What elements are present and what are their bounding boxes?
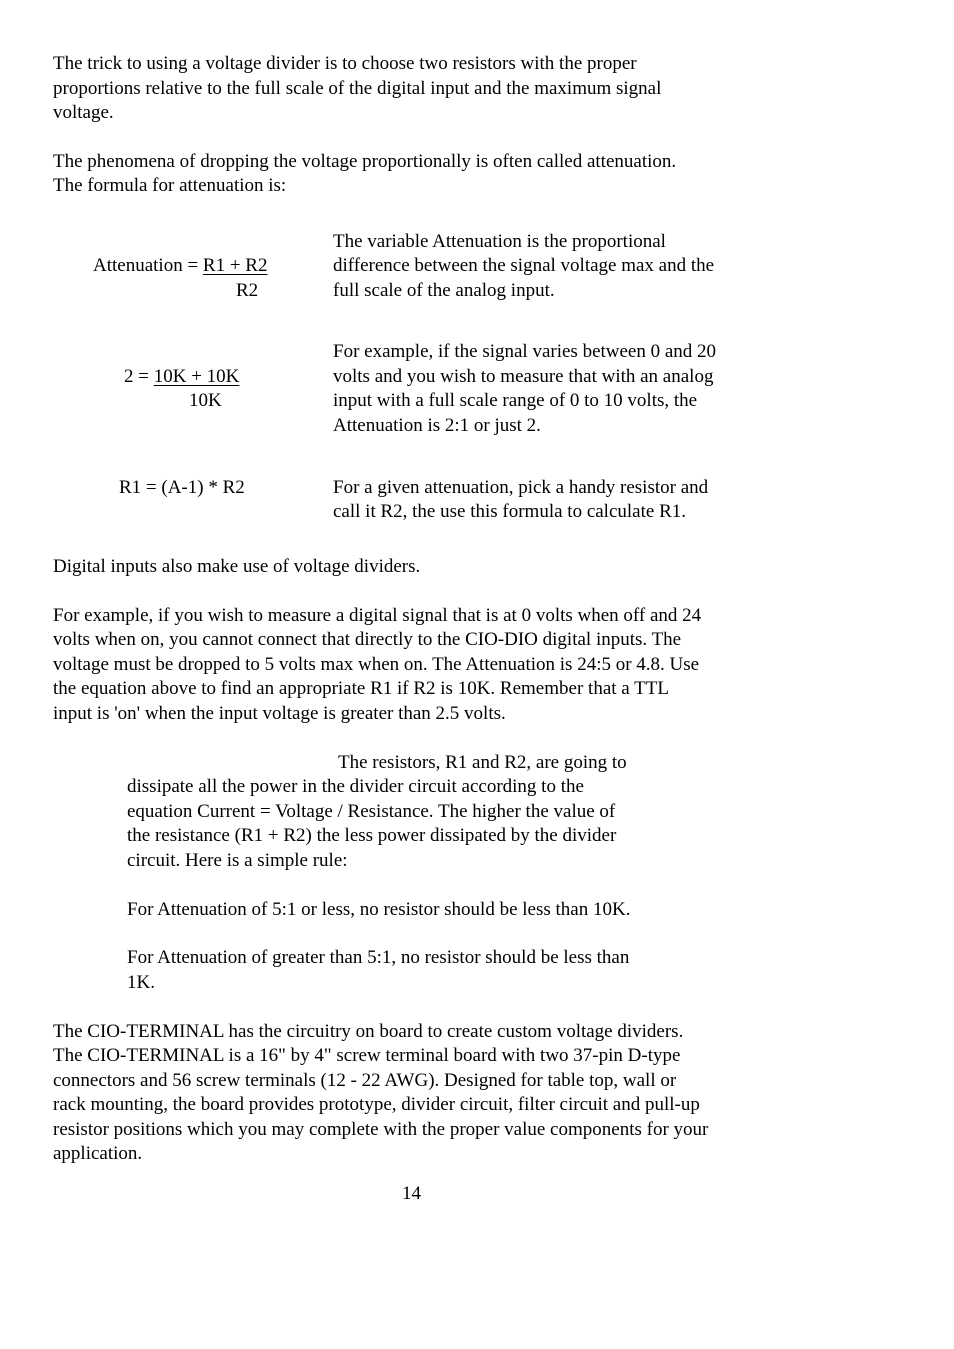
- text-line: the resistance (R1 + R2) the less power dissipated by the divider: [127, 825, 617, 846]
- text-line: The phenomena of dropping the voltage proportionally is often called attenuation.: [53, 151, 677, 172]
- text-line: For example, if you wish to measure a digital signal that is at 0 volts when off and 24: [53, 605, 702, 626]
- text-line: For example, if the signal varies between 0 and 20: [333, 341, 717, 362]
- paragraph-digital: Digital inputs also make use of voltage dividers.: [53, 556, 421, 577]
- text-line: For a given attenuation, pick a handy resistor and: [333, 477, 709, 498]
- text-line: The resistors, R1 and R2, are going to: [338, 752, 627, 773]
- formula-prefix: Attenuation =: [93, 255, 203, 276]
- text-line: equation Current = Voltage / Resistance. The higher the value of: [127, 801, 616, 822]
- rule-attenuation-low: For Attenuation of 5:1 or less, no resistor should be less than 10K.: [127, 899, 631, 920]
- text-line: proportions relative to the full scale of the digital input and the maximum signal: [53, 78, 662, 99]
- formula-prefix: 2 =: [124, 366, 154, 387]
- text-line: rack mounting, the board provides prototype, divider circuit, filter circuit and pull-up: [53, 1094, 700, 1115]
- formula-numerator: R1 + R2: [202, 255, 268, 276]
- text-line: the equation above to find an appropriate R1 if R2 is 10K. Remember that a TTL: [53, 678, 669, 699]
- text-line: The CIO-TERMINAL has the circuitry on board to create custom voltage dividers.: [53, 1021, 684, 1042]
- text-line: The formula for attenuation is:: [53, 175, 287, 196]
- formula-denominator: R2: [236, 280, 259, 301]
- text-line: Attenuation is 2:1 or just 2.: [333, 415, 541, 436]
- formula-line: [93, 254, 267, 279]
- text-line: application.: [53, 1143, 143, 1164]
- text-line: volts and you wish to measure that with an analog: [333, 366, 714, 387]
- text-line: circuit. Here is a simple rule:: [127, 850, 348, 871]
- formula-r1: R1 = (A-1) * R2: [119, 477, 245, 498]
- text-line: resistor positions which you may complete with the proper value components for your: [53, 1119, 709, 1140]
- text-line: The variable Attenuation is the proportional: [333, 231, 666, 252]
- formula-numerator: 10K + 10K: [153, 366, 240, 387]
- text-line: input with a full scale range of 0 to 10 volts, the: [333, 390, 698, 411]
- text-line: The CIO-TERMINAL is a 16" by 4" screw terminal board with two 37-pin D-type: [53, 1045, 681, 1066]
- text-line: input is 'on' when the input voltage is greater than 2.5 volts.: [53, 703, 506, 724]
- formula-line: [124, 365, 239, 390]
- text-line: For Attenuation of greater than 5:1, no resistor should be less than: [127, 947, 630, 968]
- text-line: 1K.: [127, 972, 155, 993]
- text-line: The trick to using a voltage divider is to choose two resistors with the proper: [53, 53, 637, 74]
- formula-denominator: 10K: [189, 390, 222, 411]
- text-line: call it R2, the use this formula to calculate R1.: [333, 501, 686, 522]
- text-line: voltage must be dropped to 5 volts max when on. The Attenuation is 24:5 or 4.8. Use: [53, 654, 700, 675]
- text-line: voltage.: [53, 102, 114, 123]
- text-line: connectors and 56 screw terminals (12 - 22 AWG). Designed for table top, wall or: [53, 1070, 677, 1091]
- page-number: 14: [402, 1183, 421, 1204]
- text-line: full scale of the analog input.: [333, 280, 555, 301]
- text-line: volts when on, you cannot connect that directly to the CIO-DIO digital inputs. The: [53, 629, 682, 650]
- text-line: dissipate all the power in the divider circuit according to the: [127, 776, 584, 797]
- text-line: difference between the signal voltage max and the: [333, 255, 715, 276]
